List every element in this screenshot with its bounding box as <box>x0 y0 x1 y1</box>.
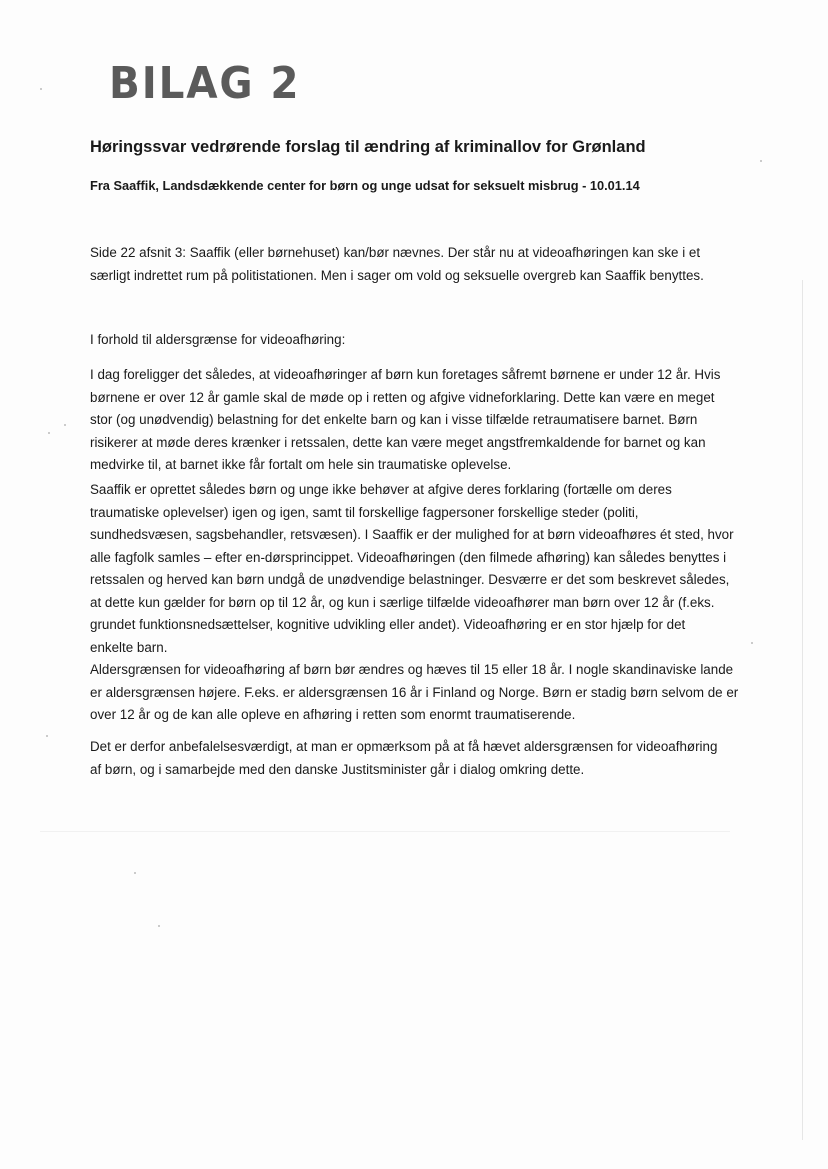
paragraph-line: Aldersgrænsen for videoafhøring af børn bør ændres og hæves til 15 eller 18 år. I nogle skandinaviske lande <box>90 662 734 677</box>
paragraph-line: er aldersgrænsen højere. F.eks. er aldersgrænsen 16 år i Finland og Norge. Børn er stadig børn selvom de er <box>90 684 739 700</box>
scan-fold-line <box>40 831 730 832</box>
paragraph-line: over 12 år og de kan alle opleve en afhøring i retten som enormt traumatiserende. <box>90 707 576 722</box>
paragraph-line: grundet funktionsnedsættelser, kognitive udvikling eller andet). Videoafhøring er en stor hjælp for det <box>90 617 686 632</box>
appendix-stamp: BILAG 2 <box>109 58 301 109</box>
paragraph-line: I dag foreligger det således, at videoafhøringer af børn kun foretages såfremt børnene er under 12 år. Hvis <box>90 367 721 382</box>
scan-speck <box>134 872 136 874</box>
paragraph-line: medvirke til, at barnet ikke får fortalt om hele sin traumatiske oplevelse. <box>90 457 512 472</box>
scan-edge-line <box>802 280 803 1140</box>
paragraph-line: af børn, og i samarbejde med den danske Justitsminister går i dialog omkring dette. <box>90 761 585 777</box>
paragraph-line: Side 22 afsnit 3: Saaffik (eller børnehuset) kan/bør nævnes. Der står nu at videoafhøringen kan ske i et <box>90 245 701 260</box>
paragraph-line: Det er derfor anbefalelsesværdigt, at man er opmærksom på at få hævet aldersgrænsen for videoafhøring <box>90 739 718 754</box>
paragraph-line: særligt indrettet rum på politistationen. Men i sager om vold og seksuelle overgreb kan Saaffik benyttes. <box>90 267 704 283</box>
paragraph-line: risikerer at møde deres krænker i retssalen, dette kan være meget angstfremkaldende for barnet og kan <box>90 434 706 450</box>
paragraph-line: enkelte barn. <box>90 639 168 655</box>
scan-speck <box>64 424 66 426</box>
paragraph-saaffik-purpose <box>90 479 734 659</box>
scan-speck <box>48 432 50 434</box>
paragraph-line: traumatiske oplevelser) igen og igen, samt til forskellige fagpersoner forskellige steder (politi, <box>90 504 639 520</box>
scan-speck <box>46 735 48 737</box>
section-heading: I forhold til aldersgrænse for videoafhøring: <box>90 332 346 347</box>
paragraph-line: børnene er over 12 år gamle skal de møde op i retten og afgive vidneforklaring. Dette kan være en meget <box>90 389 715 405</box>
scan-speck <box>751 642 753 644</box>
scan-speck <box>760 160 762 162</box>
paragraph-line: retssalen og herved kan børn undgå de unødvendige belastninger. Desværre er det som beskrevet således, <box>90 572 730 587</box>
paragraph-line: at dette kun gælder for børn op til 12 år, og kun i særlige tilfælde videoafhører man børn over 12 år (f.eks. <box>90 594 715 610</box>
document-subtitle: Fra Saaffik, Landsdækkende center for børn og unge udsat for seksuelt misbrug - 10.01.14 <box>90 178 640 193</box>
side-note-paragraph <box>90 242 710 287</box>
paragraph-recommendation <box>90 736 718 781</box>
paragraph-line: sundhedsvæsen, sagsbehandler, retsvæsen). I Saaffik er der mulighed for at børn videoafhøres ét sted, hvor <box>90 527 734 542</box>
paragraph-line: alle fagfolk samles – efter en-dørsprincippet. Videoafhøringen (den filmede afhøring) kan således benyttes i <box>90 549 727 565</box>
document-title: Høringssvar vedrørende forslag til ændring af kriminallov for Grønland <box>90 138 646 156</box>
paragraph-age-limit <box>90 659 739 727</box>
scan-speck <box>40 88 42 90</box>
paragraph-current-practice <box>90 364 721 477</box>
scan-speck <box>158 925 160 927</box>
paragraph-line: Saaffik er oprettet således børn og unge ikke behøver at afgive deres forklaring (fortælle om deres <box>90 482 672 497</box>
paragraph-line: stor (og unødvendig) belastning for det enkelte barn og kan i visse tilfælde retraumatisere barnet. Børn <box>90 412 698 427</box>
